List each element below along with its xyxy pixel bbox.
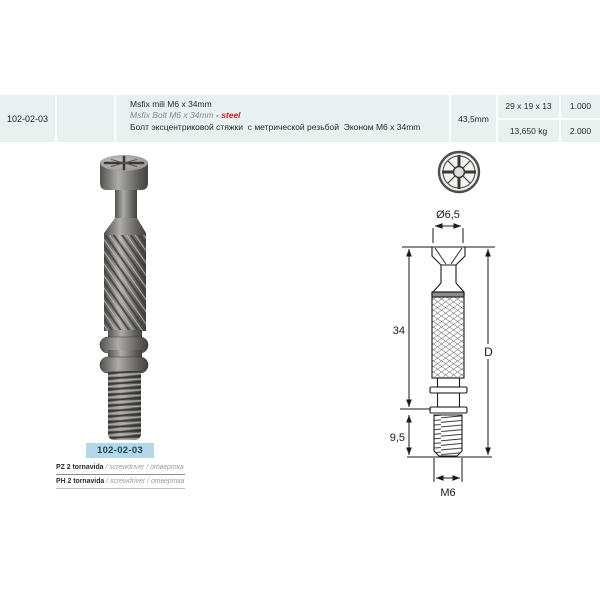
- tool-name: PZ 2 tornavida: [56, 464, 104, 471]
- description-russian: Болт эксцентриковой стяжки с метрической резьбой Эконом М6 х 34mm: [130, 121, 421, 132]
- product-code-badge: 102-02-03: [86, 443, 154, 458]
- total-length-cell: [451, 95, 498, 142]
- dim-thread-length-label: 9,5: [389, 432, 405, 444]
- bolt-collar-2: [100, 357, 148, 373]
- dim-head-diameter: [433, 226, 463, 243]
- tool-note-ph2: [56, 475, 185, 489]
- empty-cell: [57, 95, 116, 142]
- material-label: - steel: [215, 110, 241, 121]
- description-english: [130, 110, 449, 121]
- box-dimensions: 29 x 19 x 13: [498, 95, 559, 120]
- dim-thread-size: [434, 458, 462, 482]
- tool-note-pz2: [56, 461, 185, 475]
- dim-body-length-label: 34: [392, 325, 405, 337]
- product-photo: [80, 152, 195, 447]
- box-weight: 13,650 kg: [509, 125, 548, 136]
- thread-hatch: [434, 415, 462, 456]
- pozidriv-cross-icon: [436, 149, 482, 195]
- bolt-photo-illustration: [80, 152, 195, 447]
- dim-total-length-label: D: [484, 345, 493, 359]
- packing-cell: [498, 95, 561, 142]
- description-cell: [116, 95, 451, 142]
- dim-head-diameter-label: Ø6,5: [436, 209, 460, 221]
- tool-translations: / screwdriver / отвертка: [103, 464, 184, 471]
- tool-translations: / screwdriver / отвертка: [104, 478, 185, 485]
- dim-thread-size-label: M6: [440, 487, 456, 499]
- product-code: 102-02-03: [6, 113, 49, 124]
- tool-name: PH 2 tornavida: [56, 478, 105, 485]
- box-quantity: 1.000: [561, 95, 600, 120]
- description-turkish: Msfix mili M6 x 34mm: [130, 99, 212, 109]
- spec-table: [0, 95, 600, 142]
- description-english-text: Msfix Bolt M6 x 34mm: [130, 110, 216, 121]
- quantity-cell: [561, 95, 600, 142]
- product-code-cell: [0, 95, 57, 142]
- total-length-value: 43,5mm: [458, 113, 489, 124]
- technical-drawing: [385, 198, 597, 503]
- tool-notes: [56, 461, 185, 489]
- pallet-quantity: 2.000: [569, 125, 592, 136]
